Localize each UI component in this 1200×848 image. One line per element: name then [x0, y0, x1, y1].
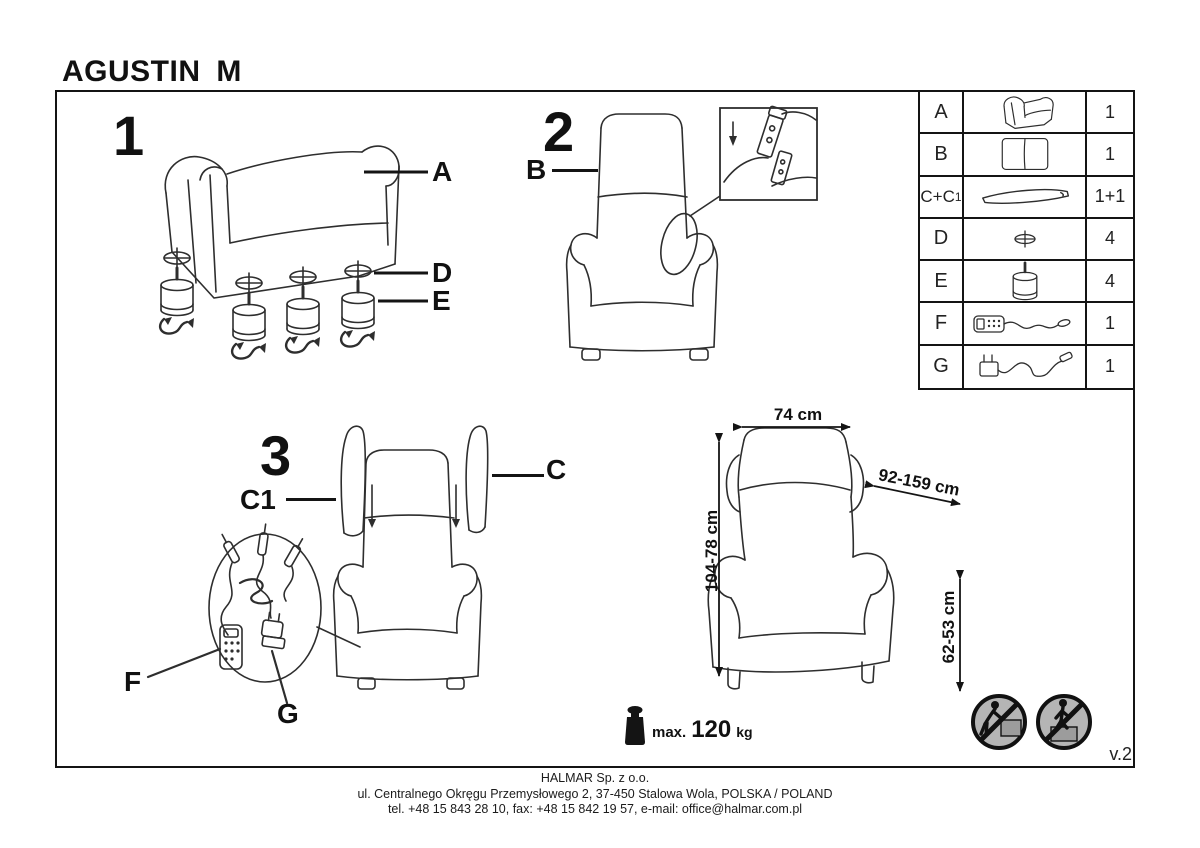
- callout-c-line: [492, 474, 544, 477]
- cylindrical-leg-icon: [964, 261, 1087, 301]
- no-climbing-icon: [973, 696, 1025, 748]
- remote-control-icon: [964, 303, 1087, 343]
- callout-f: F: [124, 666, 142, 697]
- table-row-f: [920, 303, 1133, 345]
- table-row-c: [920, 177, 1133, 219]
- step1-diagram: [150, 125, 460, 370]
- step2-diagram: [520, 100, 820, 390]
- bracket-detail-inset: [720, 106, 817, 200]
- weight-unit: kg: [736, 724, 753, 740]
- no-standing-icon: [1038, 696, 1090, 748]
- callout-c1: C1: [240, 484, 276, 515]
- step3-number: 3: [260, 424, 292, 487]
- weight-icon: [622, 706, 648, 746]
- footer-address: ul. Centralnego Okręgu Przemysłowego 2, 37-450 Stalowa Wola, POLSKA / POLAND: [357, 786, 833, 801]
- weight-prefix: max.: [652, 724, 687, 741]
- table-row-b: [920, 134, 1133, 176]
- callout-b: B: [526, 154, 547, 185]
- leg-assembly: [160, 248, 375, 359]
- footer: [55, 771, 1135, 818]
- part-letter: D: [920, 219, 964, 259]
- part-qty: 1: [1104, 356, 1115, 377]
- part-qty: 4: [1104, 228, 1115, 249]
- callout-e: E: [432, 285, 451, 316]
- part-qty: 1: [1104, 143, 1115, 164]
- part-letter: F: [920, 303, 964, 343]
- part-qty: 1+1: [1094, 186, 1126, 207]
- callout-c: C: [546, 454, 567, 485]
- backrest-cushion-icon: [964, 134, 1087, 174]
- parts-table: [918, 90, 1135, 390]
- step3-diagram: [120, 415, 590, 735]
- screw-icon: [964, 219, 1087, 259]
- power-adapter-icon: [964, 346, 1087, 388]
- table-row-d: [920, 219, 1133, 261]
- callout-g: G: [277, 698, 299, 729]
- callout-c1-line: [286, 498, 336, 501]
- dim-height: 104-78 cm: [702, 509, 721, 593]
- prohibition-icons: [968, 691, 1100, 755]
- step1-number: 1: [113, 104, 145, 167]
- part-letter: B: [920, 134, 964, 174]
- dimension-diagram: [680, 400, 980, 700]
- table-row-a: [920, 92, 1133, 134]
- part-qty: 1: [1104, 313, 1115, 334]
- wing-panel-icon: [964, 177, 1087, 217]
- footer-contact: tel. +48 15 843 28 10, fax: +48 15 842 19 57, e-mail: office@halmar.com.pl: [387, 802, 803, 816]
- page-title: AGUSTIN M: [62, 55, 242, 88]
- part-letter: A: [920, 92, 964, 132]
- armchair-base-icon: [964, 92, 1087, 132]
- part-letter: C+C 1: [920, 177, 964, 217]
- callout-a: A: [432, 156, 453, 187]
- footer-company: HALMAR Sp. z o.o.: [540, 771, 650, 785]
- weight-limit: [652, 716, 753, 744]
- dim-depth: 92-159 cm: [876, 465, 962, 500]
- callout-b-line: [552, 169, 598, 172]
- dim-width: 74 cm: [773, 405, 823, 424]
- part-letter: E: [920, 261, 964, 301]
- part-letter: G: [920, 346, 964, 388]
- part-qty: 4: [1104, 270, 1115, 291]
- part-qty: 1: [1104, 101, 1115, 122]
- dim-height-right: 62-53 cm: [939, 590, 958, 664]
- step2-number: 2: [543, 100, 575, 163]
- version-label: v.2: [1109, 744, 1132, 764]
- table-row-g: [920, 346, 1133, 388]
- table-row-e: [920, 261, 1133, 303]
- callout-d: D: [432, 257, 453, 288]
- weight-value: 120: [691, 716, 732, 743]
